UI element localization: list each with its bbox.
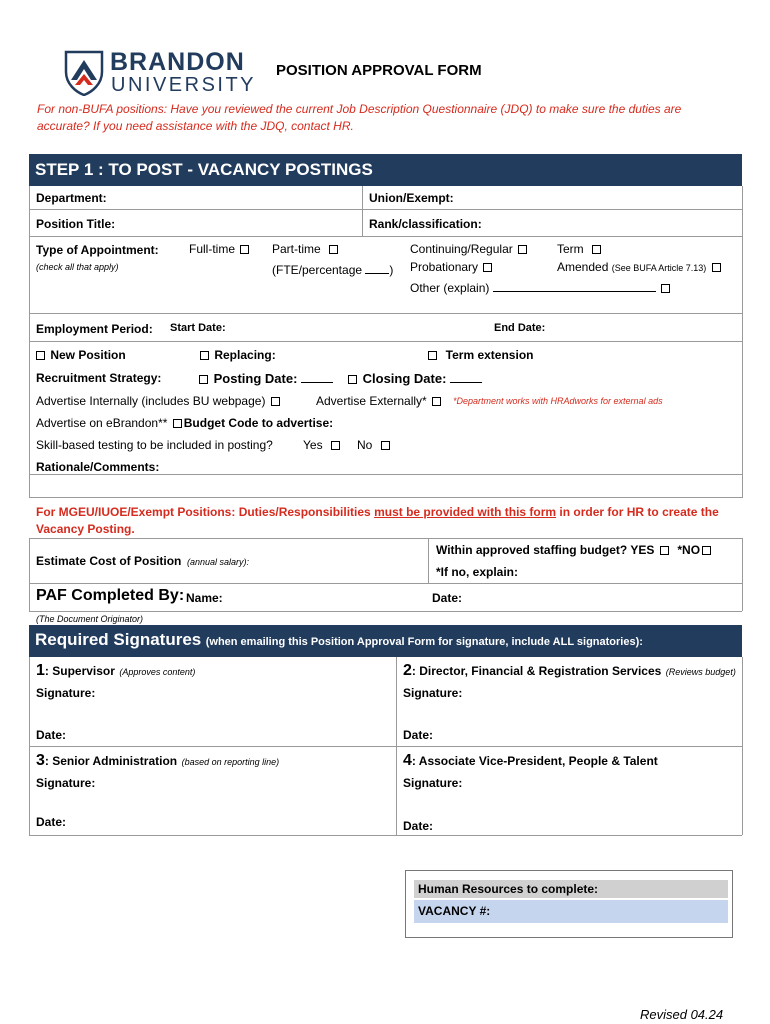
skill-no-label: No [357,438,373,452]
posting-date-label: Posting Date: [213,371,298,386]
term-checkbox[interactable] [592,245,601,254]
advertise-externally-option[interactable] [316,394,443,408]
budget-explain-label: *If no, explain: [436,565,519,579]
signatures-subheading: (when emailing this Position Approval Form for signature, include ALL signatories): [205,636,643,648]
signatory-3-role: : Senior Administration [44,754,178,768]
mgeu-note-underlined: must be provided with this form [374,505,557,519]
page-title: POSITION APPROVAL FORM [276,62,482,79]
signatory-1-number: 1 [36,662,45,679]
rank-label: Rank/classification: [369,217,482,231]
budget-yes-label: YES [630,543,655,557]
amended-label: Amended [557,260,609,274]
advertise-internally-option[interactable] [36,394,282,408]
paf-originator-note: (The Document Originator) [36,614,144,624]
signatory-3-signature-label: Signature: [36,776,96,790]
logo-line1: BRANDON [110,48,245,76]
fulltime-option[interactable] [189,242,251,256]
budget-no-label: *NO [677,543,701,557]
budget-question-label: Within approved staffing budget? [436,543,628,557]
closing-date-label: Closing Date: [362,371,447,386]
advertise-ebrandon-label: Advertise on eBrandon** [36,416,168,430]
continuing-option[interactable] [410,242,529,256]
skill-no-checkbox[interactable] [381,441,390,450]
revision-note: Revised 04.24 [640,1007,724,1022]
fulltime-label: Full-time [189,242,236,256]
signatory-3-note: (based on reporting line) [181,757,280,767]
term-extension-label: Term extension [445,348,534,362]
signatory-3-number: 3 [36,752,45,769]
mgeu-note [36,504,736,538]
brandon-logo [64,50,264,100]
rationale-label: Rationale/Comments: [36,460,160,474]
term-label: Term [557,242,584,256]
vacancy-number-field[interactable]: VACANCY #: [414,900,728,923]
hr-box [405,870,733,938]
skill-yes-option[interactable] [303,438,342,452]
amended-option[interactable] [557,260,723,274]
department-label: Department: [36,191,107,205]
closing-date-checkbox[interactable] [348,375,357,384]
other-checkbox[interactable] [661,284,670,293]
other-option[interactable] [410,279,672,295]
signatory-1-title [36,662,195,680]
budget-code-label: Budget Code to advertise: [183,416,334,430]
paf-name-label: Name: [186,591,223,605]
term-extension-checkbox[interactable] [428,351,437,360]
term-option[interactable] [557,242,603,256]
budget-code-checkbox[interactable] [173,419,182,428]
signatory-2-note: (Reviews budget) [665,667,736,677]
probationary-option[interactable] [410,260,494,274]
advertise-internally-checkbox[interactable] [271,397,280,406]
new-position-option[interactable] [34,348,126,362]
signatory-1-note: (Approves content) [119,667,196,677]
signatory-4-number: 4 [403,752,412,769]
position-title-label: Position Title: [36,217,116,231]
advertise-externally-checkbox[interactable] [432,397,441,406]
estimate-cost-label: Estimate Cost of Position [36,554,182,568]
signatory-4-role: : Associate Vice-President, People & Talent [411,754,658,768]
advertise-externally-label: Advertise Externally* [316,394,427,408]
skill-yes-checkbox[interactable] [331,441,340,450]
intro-note: For non-BUFA positions: Have you reviewed the current Job Description Questionnaire (JDQ) to make sure the duties are accurate? If you need assistance with the JDQ, contact HR. [37,102,682,133]
amended-note: (See BUFA Article 7.13) [611,263,707,273]
signatory-3-date-label: Date: [36,815,67,829]
amended-checkbox[interactable] [712,263,721,272]
continuing-label: Continuing/Regular [410,242,513,256]
probationary-checkbox[interactable] [483,263,492,272]
check-all-note: (check all that apply) [36,262,119,272]
external-note: *Department works with HRAdworks for external ads [453,396,663,406]
skill-testing-question [36,438,273,452]
signatory-2-title [403,662,736,680]
paf-date-label: Date: [432,591,463,605]
continuing-checkbox[interactable] [518,245,527,254]
hr-title: Human Resources to complete: [414,880,728,898]
signatory-3-title [36,752,279,770]
signatory-2-number: 2 [403,662,412,679]
term-extension-option[interactable] [426,348,533,362]
signatory-2-signature-label: Signature: [403,686,463,700]
estimate-cost-note: (annual salary): [187,557,250,567]
signatory-2-date-label: Date: [403,728,434,742]
step1-heading: STEP 1 : TO POST - VACANCY POSTINGS [35,160,373,179]
budget-question [436,543,713,557]
mgeu-note-part1: For MGEU/IUOE/Exempt Positions: Duties/Responsibilities [36,505,375,519]
signatory-4-date-label: Date: [403,819,434,833]
signatory-1-role: : Supervisor [44,664,115,678]
replacing-option[interactable] [198,348,276,362]
replacing-checkbox[interactable] [200,351,209,360]
signatory-4-title [403,752,658,770]
signatory-2-role: : Director, Financial & Registration Services [411,664,662,678]
advertise-internally-label: Advertise Internally (includes BU webpage) [36,394,266,408]
logo-line2: UNIVERSITY [111,74,257,96]
posting-date-checkbox[interactable] [199,375,208,384]
parttime-label: Part-time [272,242,321,256]
signatory-4-signature-label: Signature: [403,776,463,790]
fulltime-checkbox[interactable] [240,245,249,254]
posting-date-field[interactable] [197,370,333,386]
step1-header [29,154,742,186]
signatures-heading: Required Signatures [35,630,202,649]
closing-date-field[interactable] [346,370,482,386]
parttime-checkbox[interactable] [329,245,338,254]
skill-yes-label: Yes [303,438,323,452]
parttime-option[interactable] [272,242,340,256]
recruitment-strategy-label: Recruitment Strategy: [36,371,162,385]
fte-field[interactable]: (FTE/percentage ) [272,263,394,277]
new-position-label: New Position [50,348,126,362]
skill-testing-label: Skill-based testing to be included in posting? [36,438,273,452]
budget-no-checkbox[interactable] [702,546,711,555]
start-date-label: Start Date: [170,322,226,334]
probationary-label: Probationary [410,260,479,274]
type-appointment-label: Type of Appointment: [36,243,159,257]
fte-label: (FTE/percentage [272,263,363,277]
brandon-crest-icon [64,50,104,96]
end-date-label: End Date: [494,322,546,334]
replacing-label: Replacing: [214,348,276,362]
skill-no-option[interactable] [357,438,392,452]
paf-completed-label: PAF Completed By: [36,587,185,604]
signatures-heading-row [35,630,643,650]
advertise-ebrandon-option[interactable] [36,416,333,430]
signatures-header [29,625,742,657]
budget-yes-checkbox[interactable] [660,546,669,555]
union-label: Union/Exempt: [369,191,454,205]
mgeu-note-part2: in order for HR to create the Vacancy Posting. [36,505,719,536]
signatory-1-signature-label: Signature: [36,686,96,700]
new-position-checkbox[interactable] [36,351,45,360]
other-label: Other (explain) [410,281,490,295]
signatory-1-date-label: Date: [36,728,67,742]
employment-period-label: Employment Period: [36,322,153,336]
